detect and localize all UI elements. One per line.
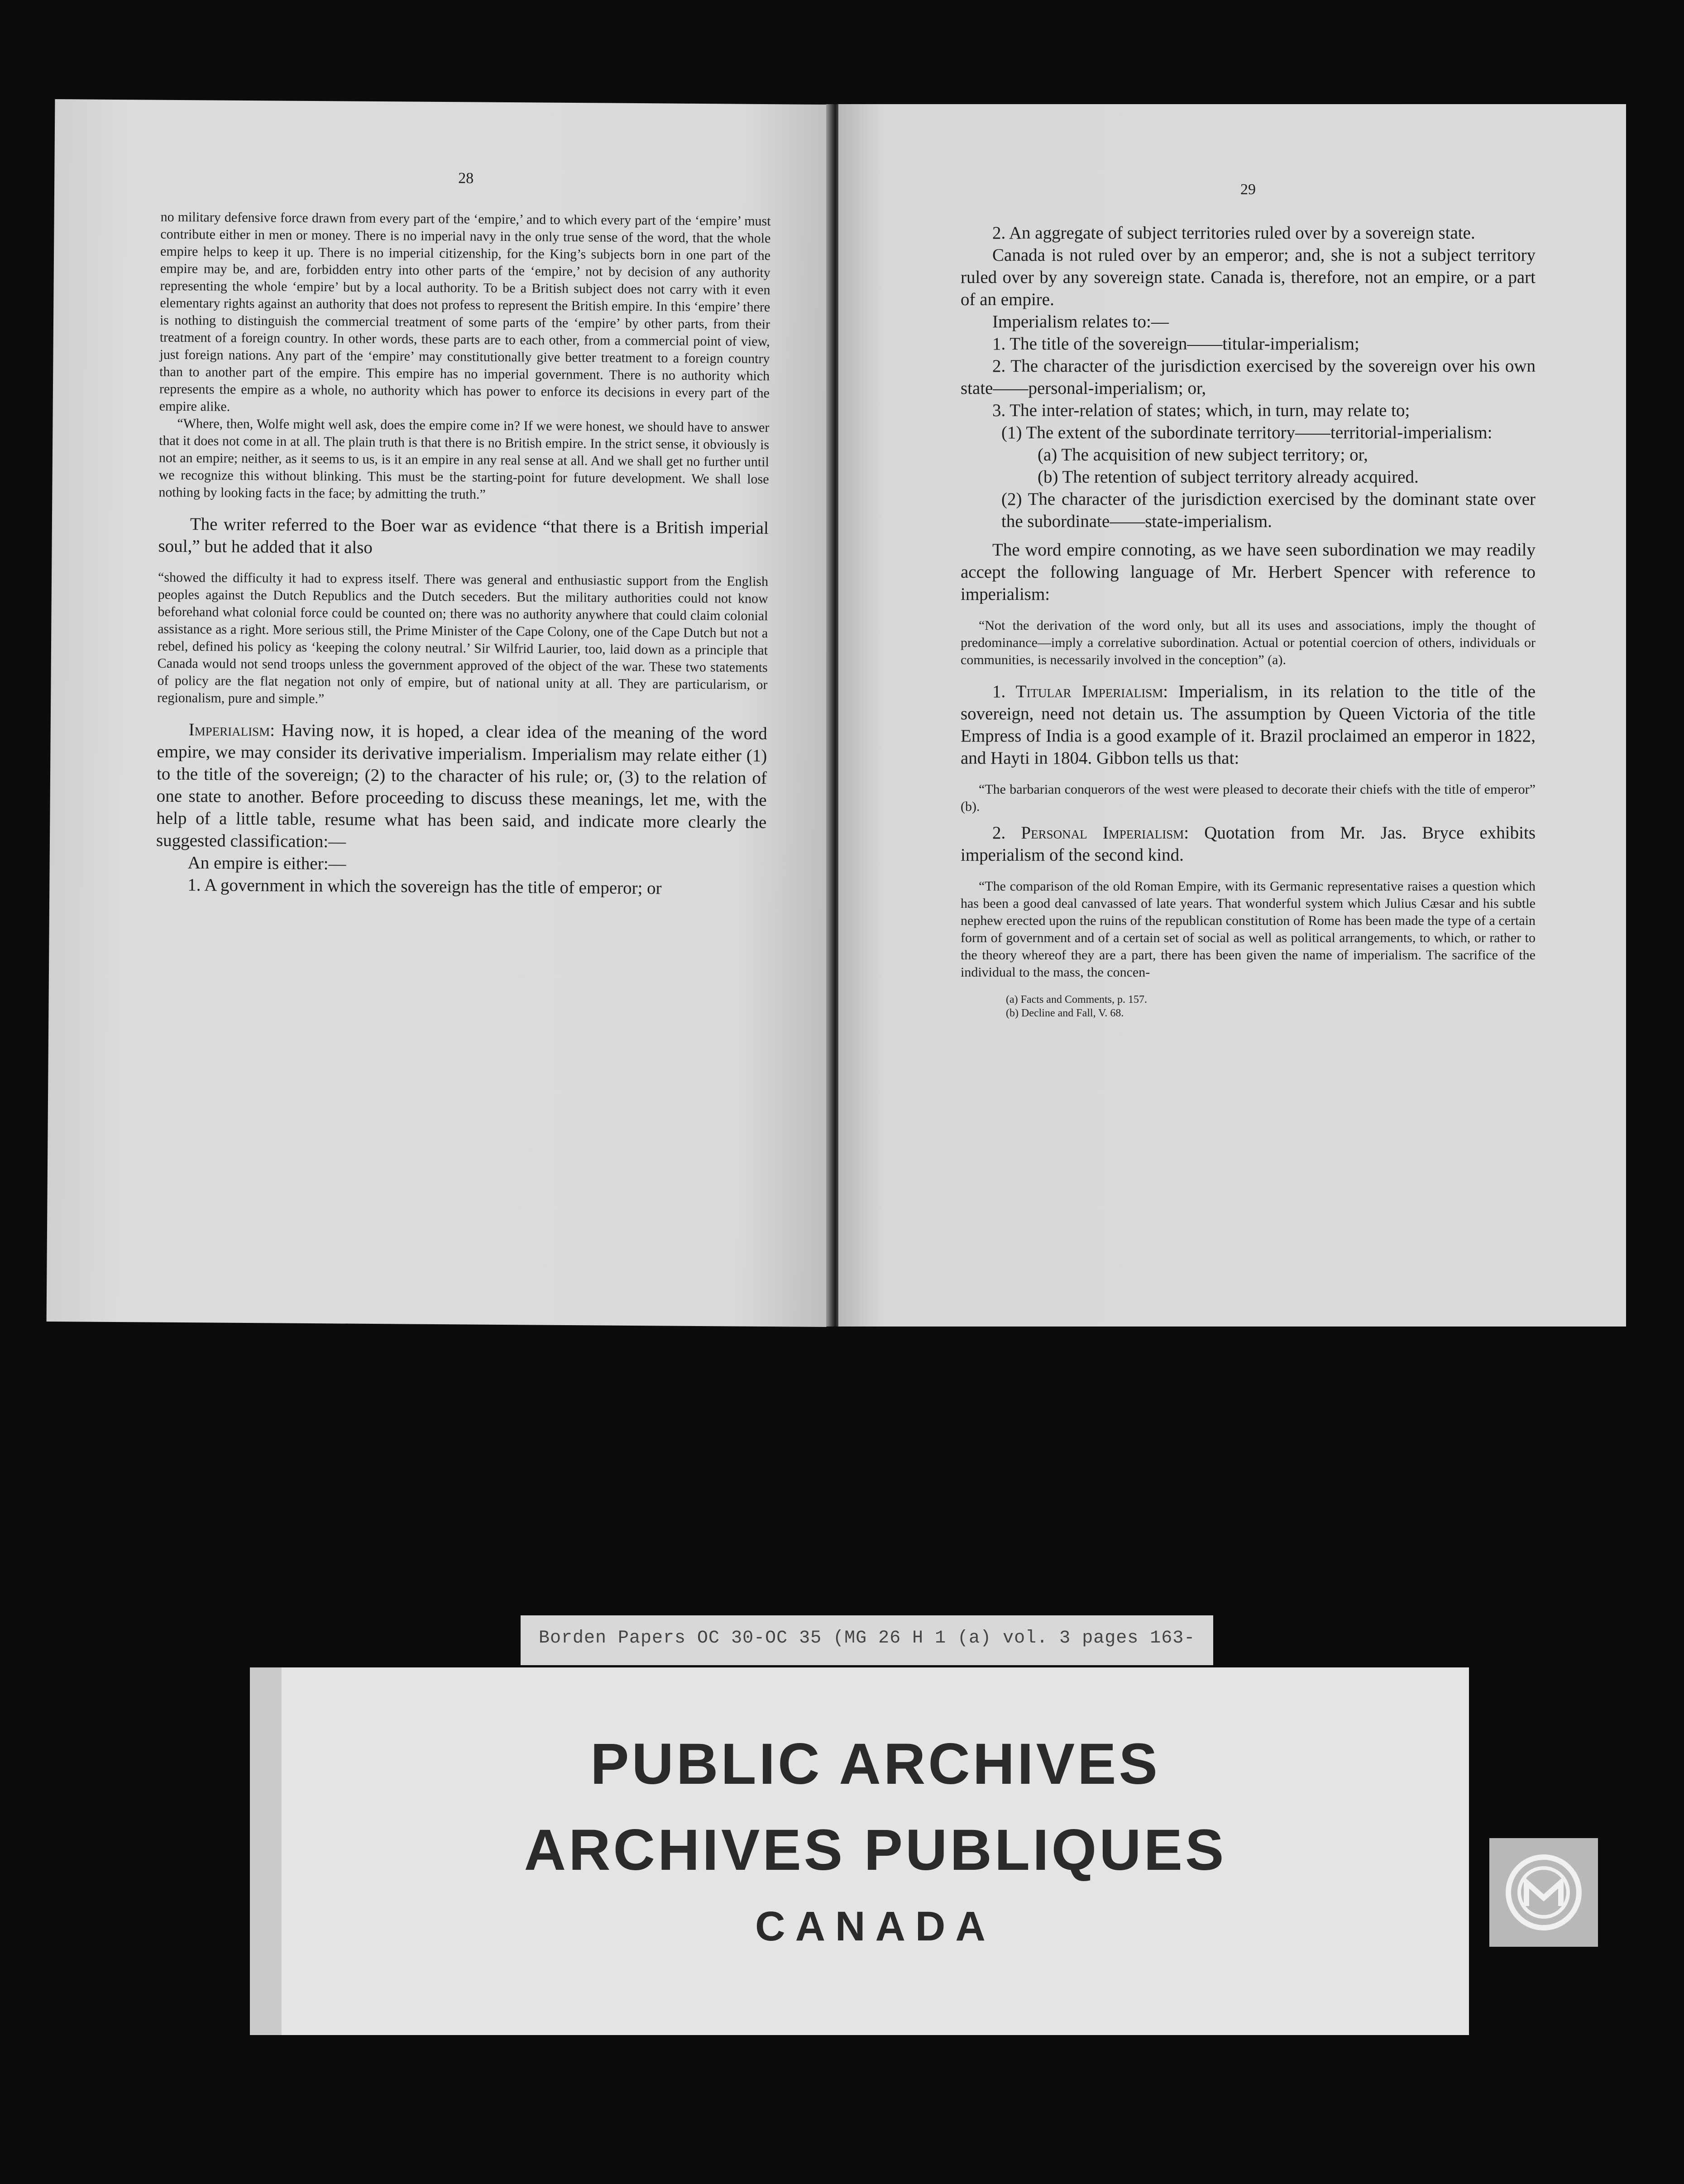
catalog-slip: Borden Papers OC 30-OC 35 (MG 26 H 1 (a) vol. 3 pages 163- — [521, 1615, 1213, 1665]
titular-paragraph — [961, 680, 1536, 769]
body-paragraph: The writer referred to the Boer war as evidence “that there is a British imperial soul,” but he added that it also — [158, 514, 769, 557]
right-page — [838, 104, 1626, 1327]
page-number: 28 — [458, 170, 474, 187]
archives-title-fr: ARCHIVES PUBLIQUES — [524, 1818, 1227, 1882]
footnote: (a) Facts and Comments, p. 157. — [1006, 994, 1147, 1006]
quote-paragraph: “Where, then, Wolfe might well ask, does the empire come in? If we were honest, we should have to answer that it does not come in at all. The plain truth is that there is no British empire. In the strict sense, it obviously is not an empire; neither, as it seems to us, is it an empire in any real sense at all. And we shall get no further until we recognize this without blinking. This must be the starting-point for future development. We shall lose nothing by looking facts in the face; by admitting the truth.” — [158, 416, 770, 502]
archive-logo-icon — [1489, 1838, 1598, 1947]
page-number: 29 — [1240, 181, 1256, 198]
quote-paragraph: “The comparison of the old Roman Empire, with its Germanic representative raises a question which has been a good deal canvassed of late years. That wonderful system which Julius Cæsar and his subtle nephew erected upon the ruins of the republican constitution of Rome has been made the type of a certain form of government and of a certain set of social as well as political arrangements, to which, or rather to the theory whereof they are a part, there has been given the name of imperialism. The sacrifice of the individual to the mass, the concen- — [961, 879, 1536, 980]
list-item: 2. The character of the jurisdiction exercised by the sovereign over his own state——personal-imperialism; or, — [961, 356, 1536, 398]
section-heading: 2. Personal Imperialism: — [992, 823, 1189, 843]
quote-paragraph: “Not the derivation of the word only, but all its uses and associations, imply the thought of predominance—imply a correlative subordination. Actual or potential coercion of others, individuals or communities, is necessarily involved in the conception” (a). — [961, 618, 1536, 667]
list-subitem: (a) The acquisition of new subject territory; or, — [1038, 445, 1368, 465]
list-subitem: (2) The character of the jurisdiction exercised by the dominant state over the subordinate——state-imperialism. — [1001, 489, 1536, 531]
quote-paragraph: “showed the difficulty it had to express itself. There was general and enthusiastic support from the English peoples against the Dutch Republics and the Dutch seceders. But the military authorities could not know beforehand what colonial force could be counted on; there was no authority anywhere that could claim colonial assistance as a right. More serious still, the Prime Minister of the Cape Colony, one of the Cape Dutch but not a rebel, defined his policy as ‘keeping the colony neutral.’ Sir Wilfrid Laurier, too, laid down as a principle that Canada would not send troops unless the government approved of the object of the war. These two statements of policy are the flat negation not only of empire, but of national unity at all. They are particularism, or regionalism, pure and simple.” — [157, 570, 769, 707]
list-item: 2. An aggregate of subject territories ruled over by a sovereign state. — [992, 223, 1475, 243]
archives-card — [250, 1667, 1469, 2035]
section-heading: Imperialism: — [188, 720, 275, 740]
footnote: (b) Decline and Fall, V. 68. — [1006, 1007, 1124, 1019]
quote-paragraph: no military defensive force drawn from every part of the ‘empire,’ and to which every part of the ‘empire’ must contribute either in men or money. There is no imperial navy in the only true sense of the word, that the whole empire helps to keep it up. There is no imperial citizenship, for the King’s subjects born in one part of the empire may be, and are, forbidden entry into other parts of the ‘empire,’ not by decision of any authority representing the whole ‘empire’ but by a local authority. To be a British subject does not carry with it even elementary rights against an authority that does not profess to represent the British empire. In this ‘empire’ there is nothing to distinguish the commercial treatment of some parts of the ‘empire’ by other parts, from their treatment of a foreign country. In other words, these parts are to each other, from a commercial point of view, just foreign nations. Any part of the ‘empire’ may constitutionally give better treatment to a foreign country than to another part of the empire. This empire has no imperial government. There is no authority which represents the empire as a whole, no authority which has power to enforce its decisions in every part of the empire alike. — [159, 209, 771, 414]
body-text: Having now, it is hoped, a clear idea of the meaning of the word empire, we may consider its derivative imperialism. Imperialism may relate either (1) to the title of the sovereign; (2) to the character of his rule; or, (3) to the relation of one state to another. Before proceeding to discuss these meanings, let me, with the help of a little table, resume what has been said, and indicate more clearly the suggested classification:— — [156, 720, 767, 852]
quote-paragraph: “The barbarian conquerors of the west were pleased to decorate their chiefs with the title of emperor” (b). — [961, 782, 1536, 814]
personal-paragraph — [961, 822, 1536, 866]
body-text: Imperialism, in its relation to the title of the sovereign, need not detain us. The assumption by Queen Victoria of the title Empress of India is a good example of it. Brazil proclaimed an emperor in 1822, and Hayti in 1804. Gibbon tells us that: — [961, 682, 1536, 768]
left-page — [47, 99, 835, 1327]
list-subitem: (1) The extent of the subordinate territory——territorial-imperialism: — [1001, 423, 1493, 442]
body-paragraph: Imperialism relates to:— — [992, 312, 1169, 331]
archives-country: CANADA — [755, 1903, 995, 1949]
body-paragraph: The word empire connoting, as we have seen subordination we may readily accept the following language of Mr. Herbert Spencer with reference to imperialism: — [961, 540, 1536, 604]
list-item: 1. The title of the sovereign——titular-imperialism; — [992, 334, 1359, 354]
archives-title-en: PUBLIC ARCHIVES — [590, 1732, 1160, 1796]
imperialism-paragraph — [156, 718, 767, 856]
section-heading: 1. Titular Imperialism: — [992, 682, 1168, 701]
list-item: 1. A government in which the sovereign has the title of emperor; or — [187, 875, 662, 898]
body-paragraph: Canada is not ruled over by an emperor; and, she is not a subject territory ruled over by any sovereign state. Canada is, therefore, not an empire, or a part of an empire. — [961, 245, 1536, 309]
body-paragraph: An empire is either:— — [187, 853, 346, 874]
body-text: Quotation from Mr. Jas. Bryce exhibits imperialism of the second kind. — [961, 823, 1536, 865]
list-subitem: (b) The retention of subject territory already acquired. — [1038, 467, 1419, 487]
list-item: 3. The inter-relation of states; which, in turn, may relate to; — [992, 401, 1410, 420]
